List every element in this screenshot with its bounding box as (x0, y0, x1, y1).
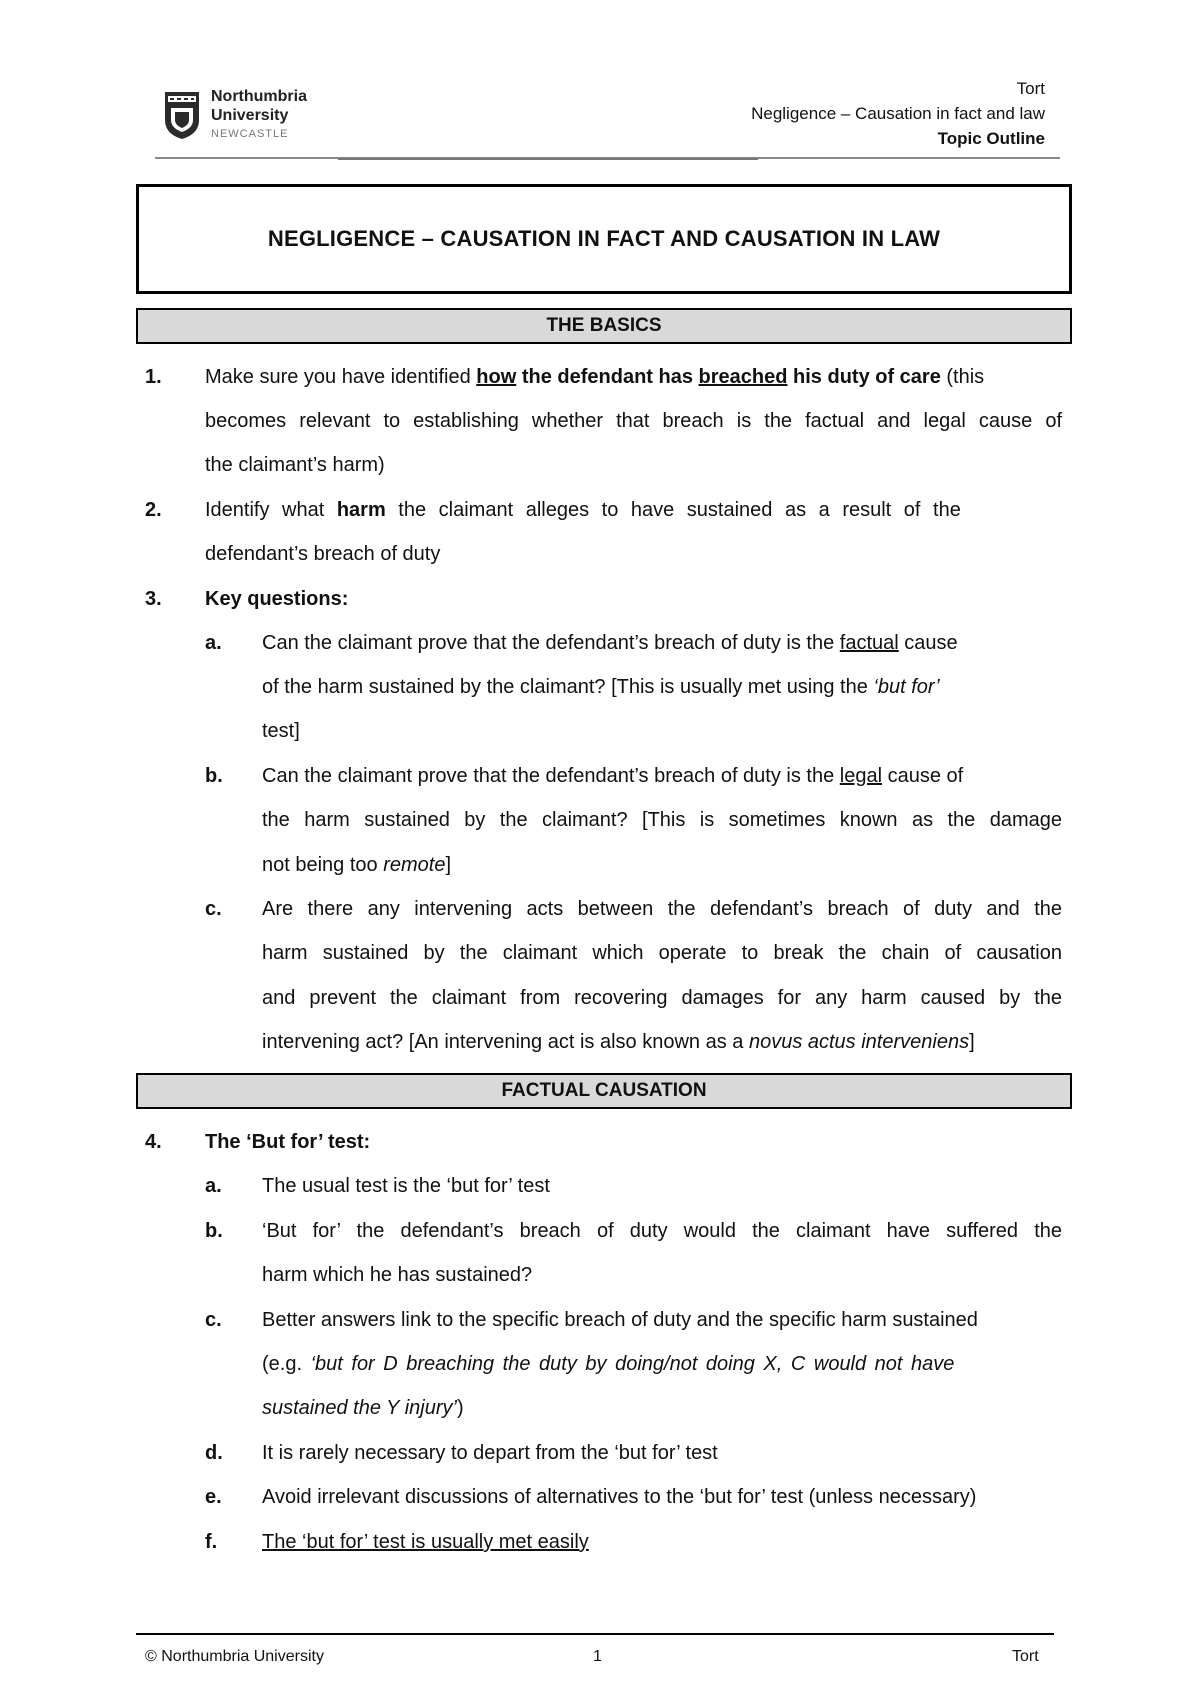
footer-divider (136, 1633, 1054, 1635)
footer-copyright: © Northumbria University (145, 1648, 324, 1665)
header-topic: Negligence – Causation in fact and law (751, 104, 1045, 123)
item3b-line2: the harm sustained by the claimant? [This is sometimes known as the damage (262, 809, 1062, 831)
footer-subject: Tort (1012, 1648, 1039, 1665)
item1-line1: Make sure you have identified how the defendant has breached his duty of care (this (205, 366, 985, 388)
item-number: 3. (145, 588, 162, 610)
item3c-line1: Are there any intervening acts between the defendant’s breach of duty and the (262, 898, 1062, 920)
university-logo (163, 88, 333, 144)
item3c-line2: harm sustained by the claimant which operate to break the chain of causation (262, 942, 1062, 964)
item4c-line3: sustained the Y injury’) (262, 1397, 464, 1419)
item4d-text: It is rarely necessary to depart from the ‘but for’ test (262, 1442, 718, 1464)
item-number: 4. (145, 1131, 162, 1153)
item3c-line4: intervening act? [An intervening act is also known as a novus actus interveniens] (262, 1031, 975, 1053)
logo-text-university: University (211, 107, 289, 124)
item4f-text: The ‘but for’ test is usually met easily (262, 1531, 589, 1553)
crest-icon (163, 90, 201, 140)
header-doc-type: Topic Outline (937, 129, 1045, 148)
sub-letter: a. (205, 1175, 222, 1197)
sub-letter: d. (205, 1442, 223, 1464)
item3b-line3: not being too remote] (262, 854, 452, 876)
title-box (136, 184, 1072, 294)
item3a-line1: Can the claimant prove that the defendant’s breach of duty is the factual cause (262, 632, 958, 654)
page-title: NEGLIGENCE – CAUSATION IN FACT AND CAUSATION IN LAW (267, 226, 941, 251)
item2-line2: defendant’s breach of duty (205, 543, 441, 565)
item-number: 2. (145, 499, 162, 521)
item1-line2: becomes relevant to establishing whether that breach is the factual and legal cause of (205, 410, 1062, 432)
logo-text-newcastle: NEWCASTLE (211, 128, 289, 140)
item4c-line1: Better answers link to the specific breach of duty and the specific harm sustained (262, 1309, 978, 1331)
item4-label: The ‘But for’ test: (205, 1131, 371, 1153)
footer-page-number: 1 (593, 1648, 602, 1665)
sub-letter: f. (205, 1531, 218, 1553)
item3a-line3: test] (262, 720, 300, 742)
sub-letter: c. (205, 898, 222, 920)
section-header-factual: FACTUAL CAUSATION (136, 1073, 1072, 1109)
item3a-line2: of the harm sustained by the claimant? [This is usually met using the ‘but for’ (262, 676, 940, 698)
sub-letter: b. (205, 1220, 223, 1242)
header-subject: Tort (1016, 79, 1045, 98)
item4b-line2: harm which he has sustained? (262, 1264, 533, 1286)
sub-letter: a. (205, 632, 222, 654)
item4a-text: The usual test is the ‘but for’ test (262, 1175, 550, 1197)
header-divider-accent (338, 158, 758, 160)
item2-line1: Identify what harm the claimant alleges to have sustained as a result of the (205, 499, 961, 521)
item3-label: Key questions: (205, 588, 349, 610)
logo-text-northumbria: Northumbria (211, 88, 307, 105)
header-right (751, 76, 1045, 151)
item-number: 1. (145, 366, 162, 388)
sub-letter: c. (205, 1309, 222, 1331)
item1-line3: the claimant’s harm) (205, 454, 385, 476)
item3b-line1: Can the claimant prove that the defendant’s breach of duty is the legal cause of (262, 765, 964, 787)
item4e-text: Avoid irrelevant discussions of alternatives to the ‘but for’ test (unless necessary) (262, 1486, 977, 1508)
item4c-line2: (e.g. ‘but for D breaching the duty by doing/not doing X, C would not have (262, 1353, 955, 1375)
sub-letter: e. (205, 1486, 222, 1508)
item3c-line3: and prevent the claimant from recovering damages for any harm caused by the (262, 987, 1062, 1009)
sub-letter: b. (205, 765, 223, 787)
item4b-line1: ‘But for’ the defendant’s breach of duty would the claimant have suffered the (262, 1220, 1062, 1242)
section-header-basics: THE BASICS (136, 308, 1072, 344)
